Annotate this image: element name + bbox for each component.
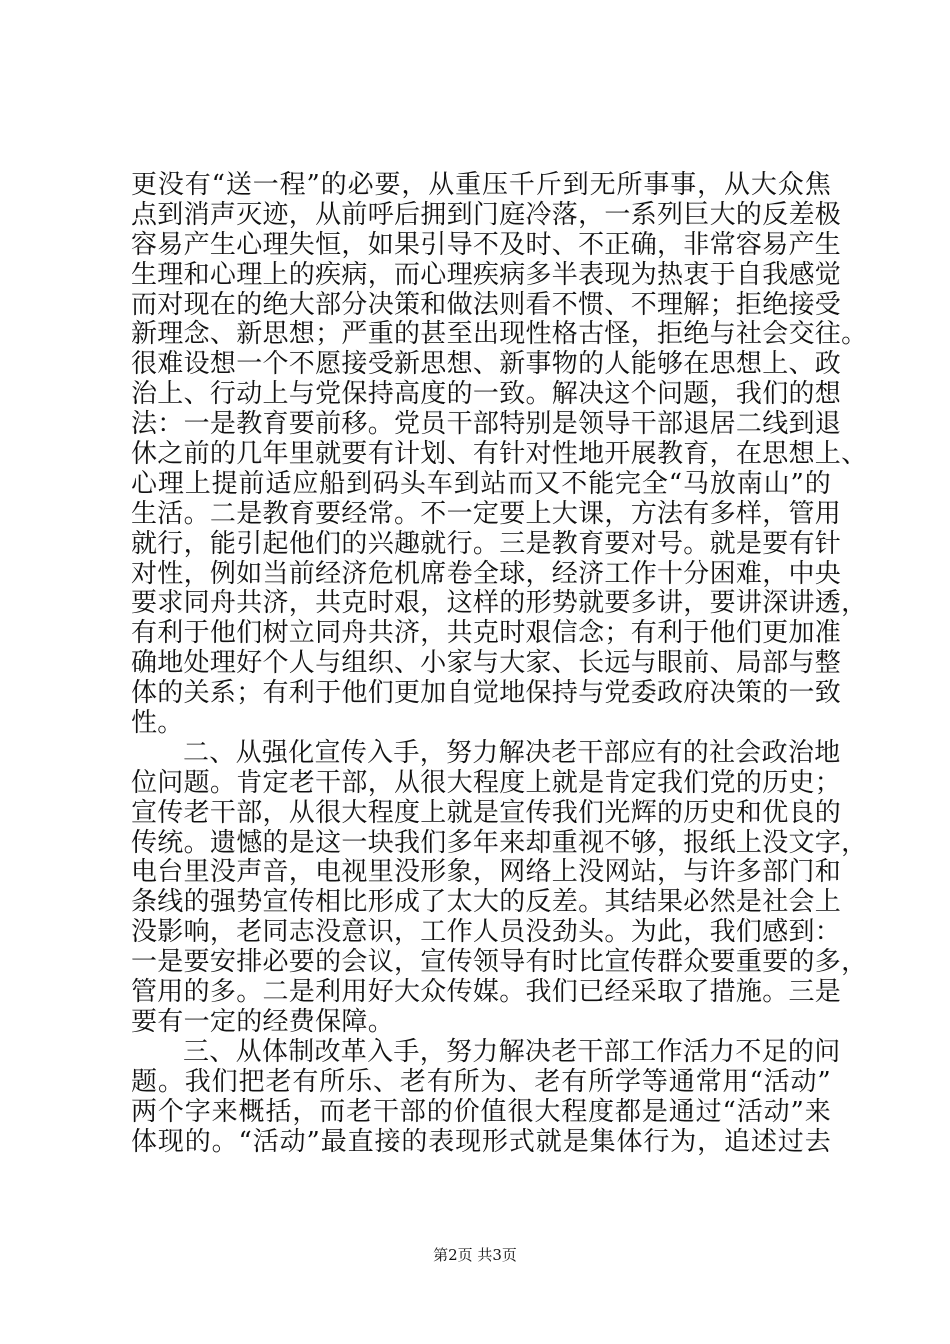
text-line: 体的关系；有利于他们更加自觉地保持与党委政府决策的一致 [131,678,842,709]
text-line: 传统。遗憾的是这一块我们多年来却重视不够，报纸上没文字， [131,827,868,858]
text-line: 题。我们把老有所乐、老有所为、老有所学等通常用“活动” [131,1066,831,1097]
text-line: 更没有“送一程”的必要，从重压千斤到无所事事，从大众焦 [131,170,831,200]
text-line: 生活。二是教育要经常。不一定要上大课，方法有多样，管用 [131,498,842,529]
text-line: 而对现在的绝大部分决策和做法则看不惯、不理解；拒绝接受 [131,289,842,320]
text-line: 生理和心理上的疾病，而心理疾病多半表现为热衷于自我感觉 [131,259,842,290]
text-line: 就行，能引起他们的兴趣就行。三是教育要对号。就是要有针 [131,528,842,559]
body-text [131,170,868,1157]
text-line: 确地处理好个人与组织、小家与大家、长远与眼前、局部与整 [131,648,842,679]
text-line: 点到消声灭迹，从前呼后拥到门庭冷落，一系列巨大的反差极 [131,199,842,230]
text-line: 对性，例如当前经济危机席卷全球，经济工作十分困难，中央 [131,558,842,589]
text-line: 心理上提前适应船到码头车到站而又不能完全“马放南山”的 [131,468,831,499]
text-line: 三、从体制改革入手，努力解决老干部工作活力不足的问 [183,1036,841,1067]
text-line: 新理念、新思想；严重的甚至出现性格古怪，拒绝与社会交往。 [131,319,868,350]
text-line: 很难设想一个不愿接受新思想、新事物的人能够在思想上、政 [131,349,842,380]
text-line: 管用的多。二是利用好大众传媒。我们已经采取了措施。三是 [131,977,842,1008]
text-line: 电台里没声音，电视里没形象，网络上没网站，与许多部门和 [131,857,842,888]
text-line: 二、从强化宣传入手，努力解决老干部应有的社会政治地 [183,737,841,768]
text-line: 位问题。肯定老干部，从很大程度上就是肯定我们党的历史； [131,767,842,798]
text-line: 要求同舟共济，共克时艰，这样的形势就要多讲，要讲深讲透， [131,588,868,619]
text-line: 两个字来概括，而老干部的价值很大程度都是通过“活动”来 [131,1096,831,1127]
text-line: 法：一是教育要前移。党员干部特别是领导干部退居二线到退 [131,409,842,440]
text-line: 容易产生心理失恒，如果引导不及时、不正确，非常容易产生 [131,229,842,260]
text-line: 有利于他们树立同舟共济，共克时艰信念；有利于他们更加准 [131,618,842,649]
page-footer: 第2页 共3页 [433,1246,517,1264]
text-line: 治上、行动上与党保持高度的一致。解决这个问题，我们的想 [131,379,842,410]
text-line: 条线的强势宣传相比形成了太大的反差。其结果必然是社会上 [131,887,842,918]
text-line: 要有一定的经费保障。 [131,1006,395,1037]
text-line: 宣传老干部，从很大程度上就是宣传我们光辉的历史和优良的 [131,797,842,828]
text-line: 性。 [131,708,184,739]
text-line: 没影响，老同志没意识，工作人员没劲头。为此，我们感到： [131,917,842,948]
text-line: 体现的。“活动”最直接的表现形式就是集体行为，追述过去 [131,1126,831,1157]
text-line: 一是要安排必要的会议，宣传领导有时比宣传群众要重要的多， [131,947,868,978]
text-line: 休之前的几年里就要有计划、有针对性地开展教育，在思想上、 [131,439,868,470]
